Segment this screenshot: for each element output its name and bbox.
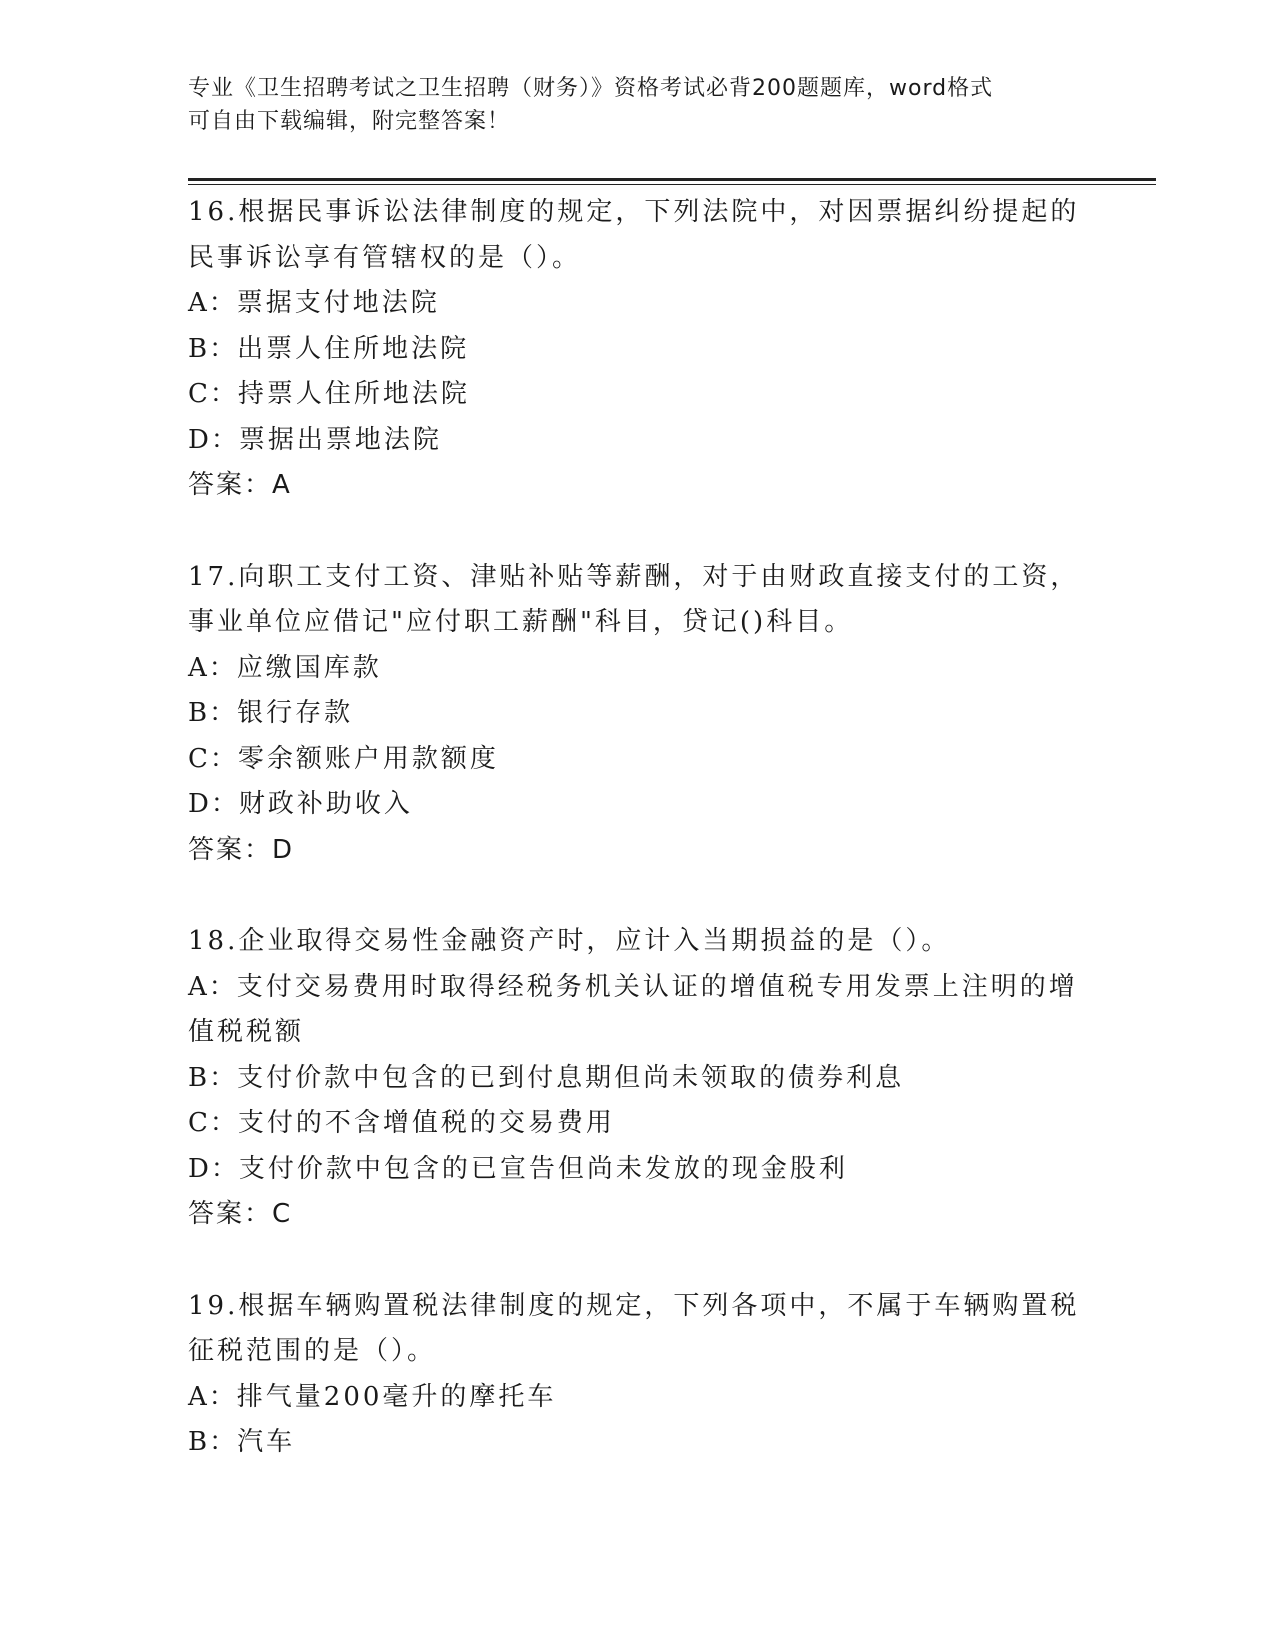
option-label: C：: [188, 743, 238, 774]
option-d: [188, 1147, 1088, 1193]
option-c: [188, 372, 1088, 418]
option-d: [188, 782, 1088, 828]
option-label: A：: [188, 288, 237, 318]
option-label: B：: [188, 698, 238, 728]
answer-line: 答案：D: [188, 834, 295, 865]
option-c: [188, 737, 1088, 783]
header-divider-thick: [188, 178, 1156, 181]
option-text: 支付的不含增值税的交易费用: [237, 1108, 615, 1138]
option-text: 支付交易费用时取得经税务机关认证的增值税专用发票上注明的增值税税额: [188, 971, 1078, 1047]
option-text: 排气量200毫升的摩托车: [236, 1381, 557, 1412]
option-text: 银行存款: [237, 698, 354, 728]
option-label: A：: [188, 971, 237, 1002]
option-b: [188, 327, 1088, 373]
question-stem: 16.根据民事诉讼法律制度的规定，下列法院中，对因票据纠纷提起的民事诉讼享有管辖权的是（）。: [188, 197, 1080, 273]
option-text: 财政补助收入: [238, 789, 413, 819]
option-text: 支付价款中包含的已到付息期但尚未领取的债券利息: [237, 1062, 905, 1093]
option-label: D：: [188, 789, 239, 819]
option-a: [188, 965, 1088, 1056]
option-label: B：: [188, 333, 238, 364]
option-text: 零余额账户用款额度: [237, 743, 499, 774]
option-text: 出票人住所地法院: [237, 333, 470, 364]
option-text: 应缴国库款: [236, 652, 382, 683]
document-header: [188, 72, 1088, 138]
option-a: [188, 281, 1088, 327]
question-16: [188, 190, 1088, 509]
option-b: [188, 691, 1088, 737]
question-18: [188, 919, 1088, 1238]
option-c: [188, 1101, 1088, 1147]
answer-line: 答案：C: [188, 1199, 293, 1229]
option-label: D：: [188, 1153, 239, 1184]
option-text: 支付价款中包含的已宣告但尚未发放的现金股利: [238, 1153, 848, 1184]
option-b: [188, 1420, 1088, 1466]
header-line-1: 专业《卫生招聘考试之卫生招聘（财务）》资格考试必背200题题库，word格式: [188, 76, 994, 101]
question-17: [188, 555, 1088, 874]
option-label: A：: [188, 1381, 237, 1412]
option-label: C：: [188, 379, 238, 409]
option-a: [188, 1375, 1088, 1421]
option-label: B：: [188, 1427, 238, 1457]
question-list: [188, 190, 1088, 1466]
question-stem: 17.向职工支付工资、津贴补贴等薪酬，对于由财政直接支付的工资，事业单位应借记"应付职工薪酬"科目，贷记()科目。: [188, 561, 1080, 637]
option-label: B：: [188, 1062, 238, 1093]
option-label: A：: [188, 652, 237, 683]
question-stem: 19.根据车辆购置税法律制度的规定，下列各项中，不属于车辆购置税征税范围的是（）。: [188, 1290, 1080, 1366]
option-label: D：: [188, 424, 239, 455]
option-b: [188, 1056, 1088, 1102]
header-divider-thin: [188, 184, 1156, 185]
option-text: 票据出票地法院: [238, 424, 442, 455]
header-line-2: 可自由下载编辑，附完整答案！: [188, 109, 511, 134]
option-text: 持票人住所地法院: [237, 379, 470, 409]
answer-line: 答案：A: [188, 470, 292, 500]
option-text: 票据支付地法院: [236, 288, 440, 318]
question-19: [188, 1284, 1088, 1466]
option-a: [188, 646, 1088, 692]
option-text: 汽车: [237, 1427, 296, 1457]
question-stem: 18.企业取得交易性金融资产时，应计入当期损益的是（）。: [188, 926, 951, 956]
option-d: [188, 418, 1088, 464]
option-label: C：: [188, 1108, 238, 1138]
